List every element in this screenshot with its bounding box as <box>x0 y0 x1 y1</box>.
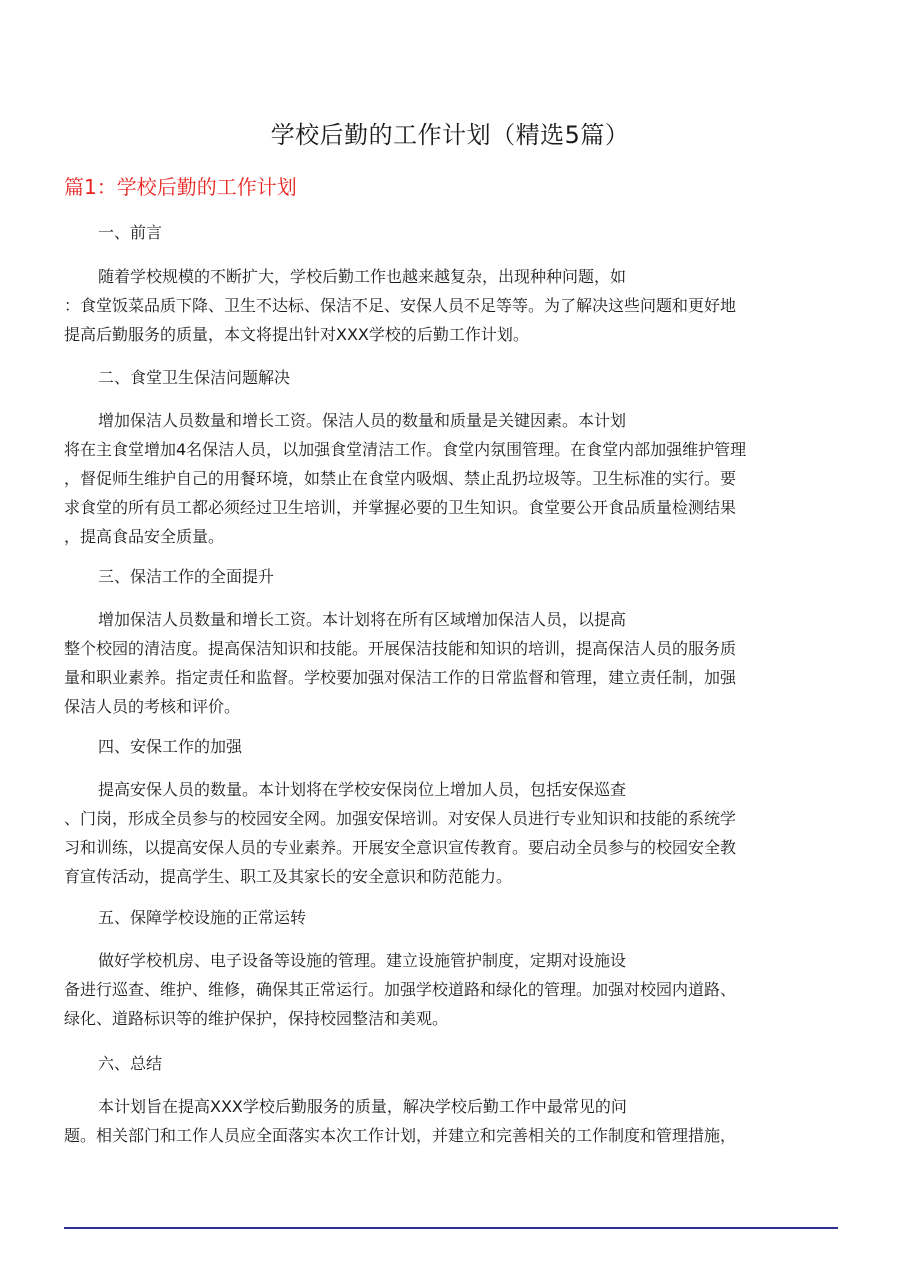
paragraph-line: 做好学校机房、电子设备等设施的管理。建立设施管护制度，定期对设施设 <box>98 951 627 970</box>
paragraph-line: 本计划旨在提高XXX学校后勤服务的质量，解决学校后勤工作中最常见的问 <box>98 1097 627 1116</box>
paragraph-line: ，督促师生维护自己的用餐环境，如禁止在食堂内吸烟、禁止乱扔垃圾等。卫生标准的实行。要 <box>64 469 737 488</box>
paragraph-facilities <box>64 946 840 1033</box>
paragraph-line: ：食堂饭菜品质下降、卫生不达标、保洁不足、安保人员不足等等。为了解决这些问题和更好地 <box>64 296 737 315</box>
heading-preface: 一、前言 <box>98 223 163 242</box>
heading-cleaning: 三、保洁工作的全面提升 <box>98 567 275 586</box>
paragraph-line: 习和训练，以提高安保人员的专业素养。开展安全意识宣传教育。要启动全员参与的校园安全教 <box>64 838 737 857</box>
heading-facilities: 五、保障学校设施的正常运转 <box>98 908 307 927</box>
paragraph-canteen <box>64 406 840 551</box>
paragraph-line: 提高后勤服务的质量，本文将提出针对XXX学校的后勤工作计划。 <box>64 325 529 344</box>
paragraph-line: 、门岗，形成全员参与的校园安全网。加强安保培训。对安保人员进行专业知识和技能的系统学 <box>64 809 737 828</box>
heading-security: 四、安保工作的加强 <box>98 737 243 756</box>
paragraph-cleaning <box>64 605 840 721</box>
paragraph-line: 育宣传活动，提高学生、职工及其家长的安全意识和防范能力。 <box>64 867 513 886</box>
paragraph-line: 增加保洁人员数量和增长工资。本计划将在所有区域增加保洁人员，以提高 <box>98 610 627 629</box>
paragraph-line: ，提高食品安全质量。 <box>64 527 225 546</box>
paragraph-line: 题。相关部门和工作人员应全面落实本次工作计划，并建立和完善相关的工作制度和管理措施， <box>64 1126 737 1145</box>
paragraph-line: 绿化、道路标识等的维护保护，保持校园整洁和美观。 <box>64 1009 449 1028</box>
paragraph-line: 整个校园的清洁度。提高保洁知识和技能。开展保洁技能和知识的培训，提高保洁人员的服务质 <box>64 639 737 658</box>
paragraph-line: 量和职业素养。指定责任和监督。学校要加强对保洁工作的日常监督和管理，建立责任制，加强 <box>64 668 737 687</box>
paragraph-preface <box>64 262 840 349</box>
heading-summary: 六、总结 <box>98 1054 163 1073</box>
paragraph-line: 将在主食堂增加4名保洁人员，以加强食堂清洁工作。食堂内氛围管理。在食堂内部加强维护管理 <box>64 440 747 459</box>
paragraph-line: 随着学校规模的不断扩大，学校后勤工作也越来越复杂，出现种种问题，如 <box>98 267 627 286</box>
paragraph-line: 保洁人员的考核和评价。 <box>64 697 241 716</box>
document-title: 学校后勤的工作计划（精选5篇） <box>270 121 630 149</box>
heading-canteen: 二、食堂卫生保洁问题解决 <box>98 368 291 387</box>
footer-divider <box>64 1227 838 1229</box>
paragraph-line: 增加保洁人员数量和增长工资。保洁人员的数量和质量是关键因素。本计划 <box>98 411 627 430</box>
article-section-title: 篇1：学校后勤的工作计划 <box>64 175 297 199</box>
paragraph-line: 提高安保人员的数量。本计划将在学校安保岗位上增加人员，包括安保巡查 <box>98 780 627 799</box>
paragraph-line: 备进行巡查、维护、维修，确保其正常运行。加强学校道路和绿化的管理。加强对校园内道路、 <box>64 980 737 999</box>
paragraph-security <box>64 775 840 891</box>
paragraph-line: 求食堂的所有员工都必须经过卫生培训，并掌握必要的卫生知识。食堂要公开食品质量检测结果 <box>64 498 737 517</box>
paragraph-summary <box>64 1092 840 1150</box>
